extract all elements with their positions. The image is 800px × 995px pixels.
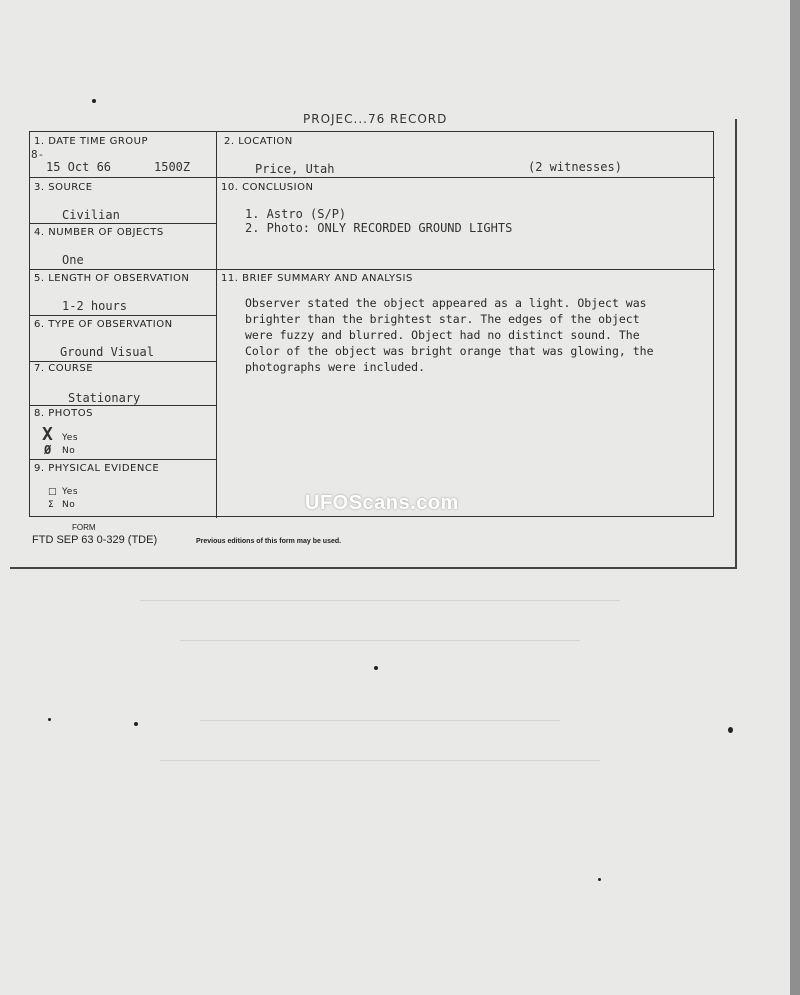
footer-form-number: FTD SEP 63 0-329 (TDE) [32,534,158,546]
watermark: UFOScans.com [305,492,459,514]
row-divider [30,177,715,178]
faint-line [160,760,600,761]
summary-line: Observer stated the object appeared as a light. Object was [245,296,647,310]
witnesses-value: (2 witnesses) [528,160,622,174]
conclusion-line-1: 1. Astro (S/P) [245,207,347,221]
row-divider [30,315,216,316]
faint-line [140,600,620,601]
faint-line [200,720,560,721]
speck [48,718,51,721]
physical-evidence-label: 9. PHYSICAL EVIDENCE [34,463,160,474]
date-time-group-label: 1. DATE TIME GROUP [34,136,149,147]
row-divider [30,405,216,406]
evidence-yes-mark: □ [48,487,58,497]
evidence-yes-label: Yes [62,487,79,497]
speck [728,727,733,733]
location-label: 2. LOCATION [224,136,293,147]
faint-line [180,640,580,641]
photos-label: 8. PHOTOS [34,408,93,419]
row-divider [30,459,216,460]
row-divider [216,269,715,270]
course-value: Stationary [68,391,141,405]
speck [92,99,96,103]
margin-note: 8- [31,148,45,161]
photos-yes-label: Yes [62,433,79,443]
row-divider [30,361,216,362]
footer-form-word: FORM [72,523,96,532]
evidence-no-mark: Σ [48,500,55,510]
length-of-observation-label: 5. LENGTH OF OBSERVATION [34,273,190,284]
course-label: 7. COURSE [34,363,94,374]
number-of-objects-value: One [62,253,84,267]
photos-no-mark: Ø [44,443,52,457]
photos-no-label: No [62,446,76,456]
summary-line: were fuzzy and blurred. Object had no distinct sound. The [245,328,640,342]
type-of-observation-value: Ground Visual [60,345,154,359]
photos-yes-mark: X [42,424,53,445]
type-of-observation-label: 6. TYPE OF OBSERVATION [34,319,173,330]
location-value: Price, Utah [255,162,335,176]
length-of-observation-value: 1-2 hours [62,299,128,313]
evidence-no-label: No [62,500,76,510]
date-value: 15 Oct 66 [46,160,112,174]
source-label: 3. SOURCE [34,182,93,193]
summary-line: Color of the object was bright orange that was glowing, the [245,344,654,358]
speck [598,878,601,881]
conclusion-line-2: 2. Photo: ONLY RECORDED GROUND LIGHTS [245,221,513,235]
summary-line: brighter than the brightest star. The edges of the object [245,312,640,326]
conclusion-label: 10. CONCLUSION [221,182,314,193]
speck [374,666,378,670]
row-divider [30,269,216,270]
row-divider [30,223,216,224]
source-value: Civilian [62,208,120,222]
time-value: 1500Z [154,160,191,174]
summary-line: photographs were included. [245,360,426,374]
number-of-objects-label: 4. NUMBER OF OBJECTS [34,227,164,238]
speck [134,722,138,726]
column-divider [216,132,217,518]
summary-label: 11. BRIEF SUMMARY AND ANALYSIS [221,273,413,284]
form-title: PROJEC...76 RECORD [303,112,448,126]
summary-text [245,295,710,375]
footer-note: Previous editions of this form may be used. [196,538,342,545]
